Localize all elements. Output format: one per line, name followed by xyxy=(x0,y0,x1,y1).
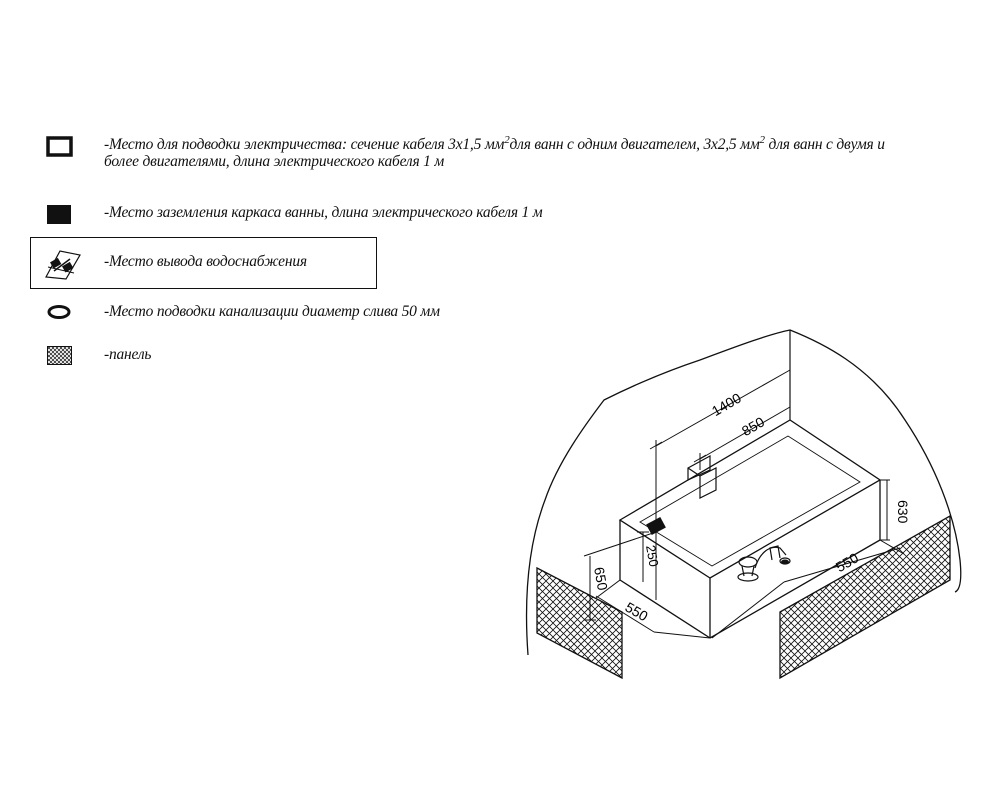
legend-ground-text: -Место заземления каркаса ванны, длина электрического кабеля 1 м xyxy=(104,204,543,221)
legend-water-text: -Место вывода водоснабжения xyxy=(104,253,307,270)
legend-electric-line1: -Место для подводки электричества: сечение кабеля 3х1,5 $мм^2для$ ванн с одним двигателем, 3х2,5 $мм^2$ для ванн с двумя и xyxy=(104,134,885,154)
legend-panel-text: -панель xyxy=(104,346,152,363)
dimension-650-label: 650 xyxy=(591,565,611,592)
dimension-550-right-label: 550 xyxy=(832,549,862,576)
dimension-630-label: 630 xyxy=(895,500,911,524)
legend-electric-line2: более двигателями, длина электрического кабеля 1 м xyxy=(104,153,445,170)
drain-point-icon xyxy=(781,560,789,565)
dimension-1400-label: 1400 xyxy=(708,389,744,420)
panel-right xyxy=(780,516,950,678)
dimension-630 xyxy=(880,480,890,540)
dimension-550-front-label: 550 xyxy=(622,598,651,625)
dimension-850-label: 850 xyxy=(738,413,768,440)
dimension-250-label: 250 xyxy=(643,543,662,568)
legend-drain-text: -Место подводки канализации диаметр слива 50 мм xyxy=(104,303,440,320)
